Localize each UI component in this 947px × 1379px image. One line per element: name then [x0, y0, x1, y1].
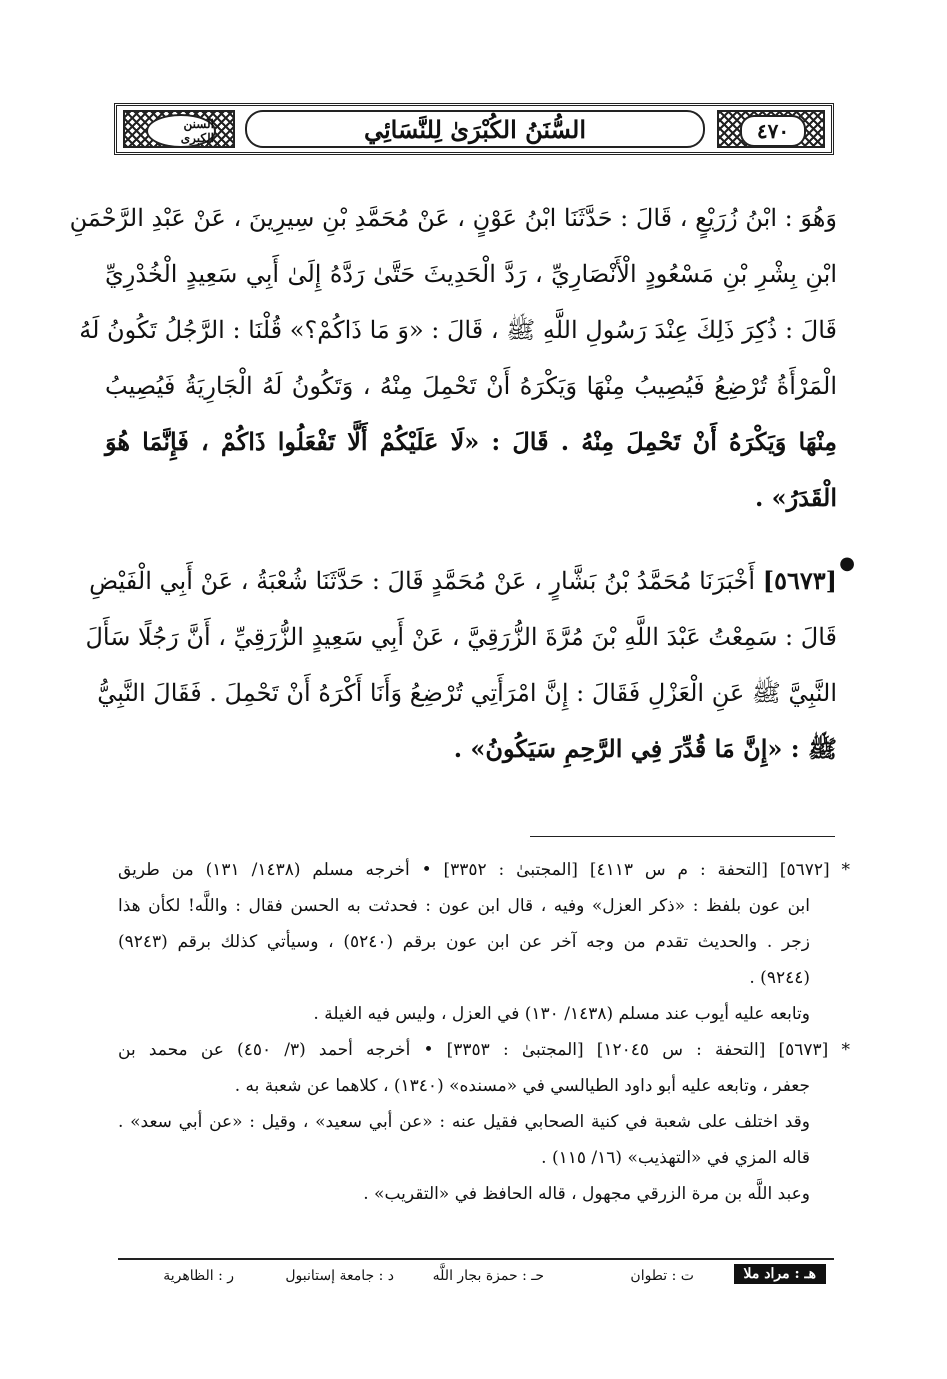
footnote-line: وعبد اللَّه بن مرة الزرقي مجهول ، قاله الحافظ في «التقريب» . — [363, 1184, 810, 1204]
footnote-line: زجر . والحديث تقدم من وجه آخر عن ابن عون برقم (٥٢٤٠) ، وسيأتي كذلك برقم (٩٢٤٣) — [118, 932, 810, 952]
siglum-r: ر : الظاهرية — [163, 1268, 234, 1284]
text-line: وَهُوَ : ابْنُ زُرَيْعٍ ، قَالَ : حَدَّثَنَا ابْنُ عَوْنٍ ، عَنْ مُحَمَّدِ بْنِ سِيرِينَ ، عَنْ عَبْدِ الرَّحْمَنِ — [69, 204, 837, 232]
footnote-separator — [530, 836, 835, 837]
footnote-line: ابن عون بلفظ : «ذكر العزل» وفيه ، قال ابن عون : فحدثت به الحسن فقال : واللَّه! لكأن هذا — [118, 896, 810, 916]
footnote-line: (٩٢٤٤) . — [749, 968, 810, 988]
hadith-5672-text — [69, 190, 837, 526]
footnote-line: قاله المزي في «التهذيب» (١٦/ ١١٥) . — [541, 1148, 810, 1168]
manuscript-sigla — [118, 1264, 834, 1292]
footnote-line: جعفر ، وتابعه عليه أبو داود الطيالسي في «مسنده» (١٣٤٠) ، كلاهما عن شعبة به . — [234, 1076, 810, 1096]
footnote-line: * [٥٦٧٢] [التحفة : م س ٤١١٣] [المجتبىٰ : ٣٣٥٢] • أخرجه مسلم (١٤٣٨/ ١٣١) من طريق — [118, 860, 850, 880]
footer-rule — [118, 1258, 834, 1260]
page-number: ٤٧٠ — [740, 115, 806, 147]
text-line — [89, 553, 837, 609]
hadith-number: [٥٦٧٣] — [762, 566, 837, 595]
siglum-t: ت : تطوان — [630, 1268, 694, 1284]
footnote-line: وتابعه عليه أيوب عند مسلم (١٤٣٨/ ١٣٠) في العزل ، وليس فيه الغيلة . — [313, 1004, 810, 1024]
header-logo-ornament — [123, 110, 235, 148]
text-line: النَّبِيَّ ﷺ عَنِ الْعَزْلِ فَقَالَ : إِنَّ امْرَأَتِي تُرْضِعُ وَأَنَا أَكْرَهُ أَنْ تَحْمِلَ . فَقَالَ النَّبِيُّ — [97, 679, 837, 707]
siglum-d: د : جامعة إستانبول — [285, 1268, 394, 1284]
text-line: الْمَرْأَةُ تُرْضِعُ فَيُصِيبُ مِنْهَا وَيَكْرَهُ أَنْ تَحْمِلَ مِنْهُ ، وَتَكُونُ لَهُ الْجَارِيَةُ فَيُصِيبُ — [105, 372, 837, 400]
text-line: مِنْهَا وَيَكْرَهُ أَنْ تَحْمِلَ مِنْهُ . قَالَ : «لَا عَلَيْكُمْ أَلَّا تَفْعَلُوا ذَاكُمْ ، فَإِنَّمَا هُوَ — [105, 427, 837, 456]
book-logo: السنن الكبرى — [146, 114, 216, 148]
text-line: قَالَ : سَمِعْتُ عَبْدَ اللَّهِ بْنَ مُرَّةَ الزُّرَقِيَّ ، عَنْ أَبِي سَعِيدٍ الزُّرَقِيِّ ، أَنَّ رَجُلًا سَأَلَ — [85, 623, 837, 651]
header-page-ornament — [717, 110, 825, 148]
text-line: الْقَدَرُ» . — [754, 483, 837, 512]
siglum-tag: هـ : مراد ملا — [734, 1264, 826, 1284]
bullet-icon: ● — [839, 553, 855, 574]
text-segment: أَخْبَرَنَا مُحَمَّدُ بْنُ بَشَّارٍ ، عَنْ مُحَمَّدٍ قَالَ : حَدَّثَنَا شُعْبَةُ ، عَنْ أَبِي الْفَيْضِ — [89, 567, 756, 595]
footnotes — [118, 852, 850, 1212]
page-header — [114, 103, 834, 155]
book-title: السُّنَنُ الكُبْرَىٰ لِلنَّسَائِي — [245, 110, 705, 148]
text-line: ابْنِ بِشْرِ بْنِ مَسْعُودٍ الْأَنْصَارِيِّ ، رَدَّ الْحَدِيثَ حَتَّىٰ رَدَّهُ إِلَىٰ أَبِي سَعِيدٍ الْخُدْرِيِّ — [105, 260, 837, 288]
footnote-line: * [٥٦٧٣] [التحفة : س ١٢٠٤٥] [المجتبىٰ : ٣٣٥٣] • أخرجه أحمد (٣/ ٤٥٠) عن محمد بن — [118, 1040, 850, 1060]
hadith-5673-text — [85, 553, 855, 777]
footnote-line: وقد اختلف على شعبة في كنية الصحابي فقيل عنه : «عن أبي سعيد» ، وقيل : «عن أبي سعد» . — [118, 1112, 810, 1132]
text-line: قَالَ : ذُكِرَ ذَلِكَ عِنْدَ رَسُولِ اللَّهِ ﷺ ، قَالَ : «وَ مَا ذَاكُمْ؟» قُلْنَا : الرَّجُلُ تَكُونُ لَهُ — [79, 316, 837, 344]
text-line: ﷺ : «إِنَّ مَا قُدِّرَ فِي الرَّحِمِ سَيَكُونُ» . — [453, 734, 837, 763]
siglum-h: حـ : حمزة بجار اللَّه — [432, 1268, 544, 1284]
